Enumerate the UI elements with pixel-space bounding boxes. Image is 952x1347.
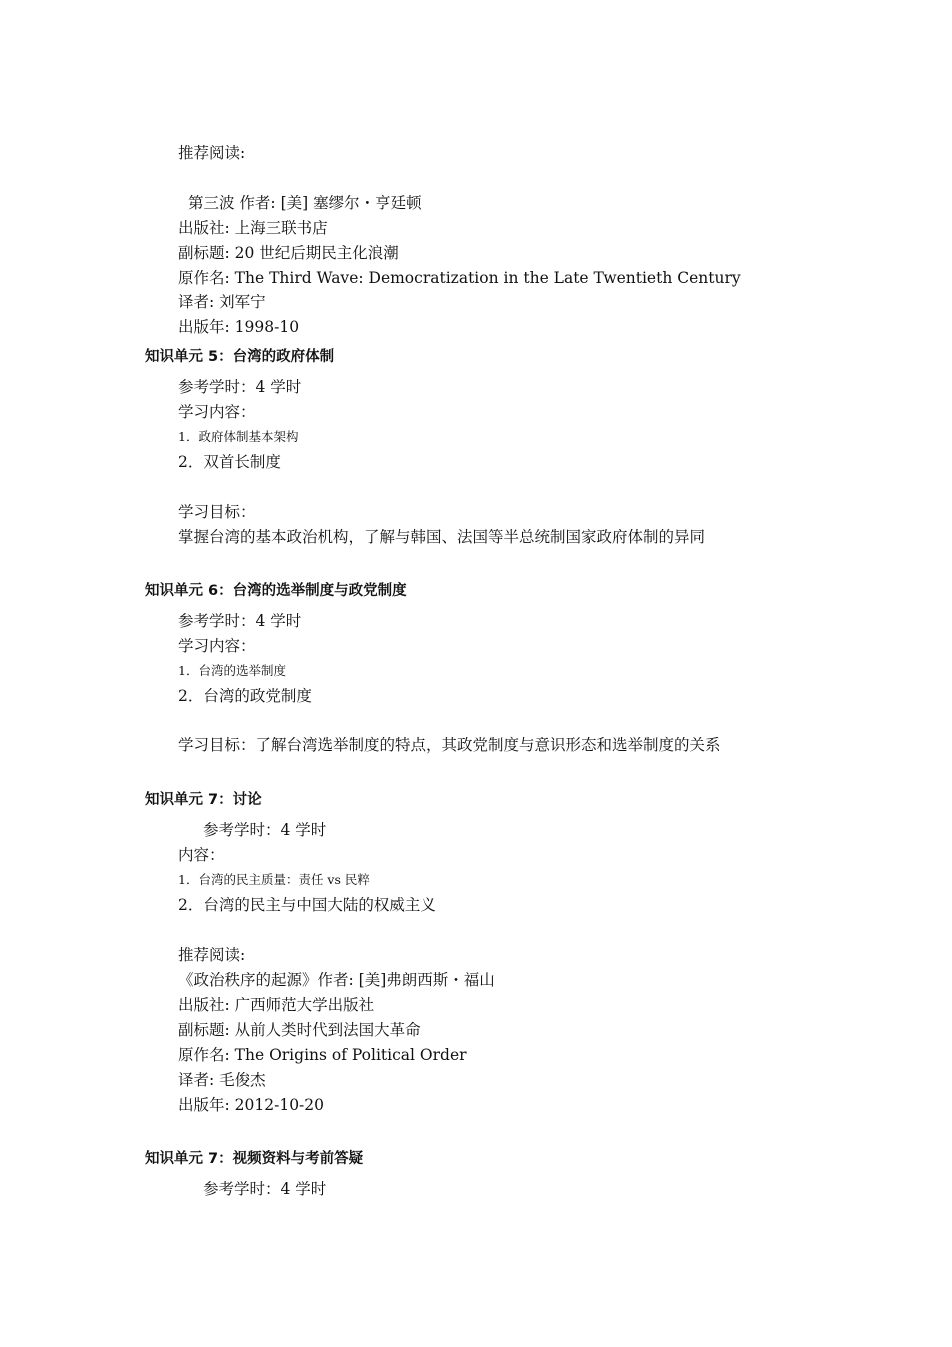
book2-title-author: 《政治秩序的起源》作者: [美]弗朗西斯・福山	[178, 971, 495, 989]
unit6-content-label: 学习内容：	[178, 637, 256, 655]
unit7-item-1: 1．台湾的民主质量：责任 vs 民粹	[178, 872, 370, 887]
unit7-title: 知识单元 7：讨论	[145, 792, 262, 808]
book1-original-title: 原作名: The Third Wave: Democratization in the Late Twentieth Century	[178, 269, 741, 287]
unit5-hours: 参考学时：4 学时	[178, 378, 302, 396]
book1-publisher: 出版社: 上海三联书店	[178, 219, 328, 237]
unit5-title: 知识单元 5：台湾的政府体制	[145, 349, 335, 365]
unit5-goal-label: 学习目标：	[178, 503, 256, 521]
unit6-title: 知识单元 6：台湾的选举制度与政党制度	[145, 583, 407, 599]
book1-subtitle: 副标题: 20 世纪后期民主化浪潮	[178, 244, 399, 262]
book2-subtitle: 副标题: 从前人类时代到法国大革命	[178, 1021, 421, 1039]
unit7-hours: 参考学时：4 学时	[203, 821, 327, 839]
book2-publisher: 出版社: 广西师范大学出版社	[178, 996, 375, 1014]
book2-translator: 译者: 毛俊杰	[178, 1071, 266, 1089]
unit7b-hours: 参考学时：4 学时	[203, 1180, 327, 1198]
reading-heading-2: 推荐阅读:	[178, 946, 246, 964]
book1-year: 出版年: 1998-10	[178, 318, 300, 336]
unit6-hours: 参考学时：4 学时	[178, 612, 302, 630]
unit6-goal: 学习目标：了解台湾选举制度的特点，其政党制度与意识形态和选举制度的关系	[178, 736, 721, 754]
unit5-goal: 掌握台湾的基本政治机构，了解与韩国、法国等半总统制国家政府体制的异同	[178, 528, 706, 546]
unit6-item-1: 1．台湾的选举制度	[178, 663, 286, 678]
reading-heading-1: 推荐阅读:	[178, 144, 246, 162]
book1-translator: 译者: 刘军宁	[178, 293, 266, 311]
unit7b-title: 知识单元 7：视频资料与考前答疑	[145, 1151, 364, 1167]
book1-title-author: 第三波 作者: [美] 塞缪尔・亨廷顿	[188, 194, 422, 212]
unit5-content-label: 学习内容：	[178, 403, 256, 421]
unit7-item-2: 2．台湾的民主与中国大陆的权威主义	[178, 896, 436, 914]
book2-original-title: 原作名: The Origins of Political Order	[178, 1046, 467, 1064]
unit5-item-1: 1．政府体制基本架构	[178, 429, 299, 444]
unit6-item-2: 2．台湾的政党制度	[178, 687, 312, 705]
book2-year: 出版年: 2012-10-20	[178, 1096, 325, 1114]
unit7-content-label: 内容：	[178, 846, 225, 864]
unit5-item-2: 2．双首长制度	[178, 453, 281, 471]
